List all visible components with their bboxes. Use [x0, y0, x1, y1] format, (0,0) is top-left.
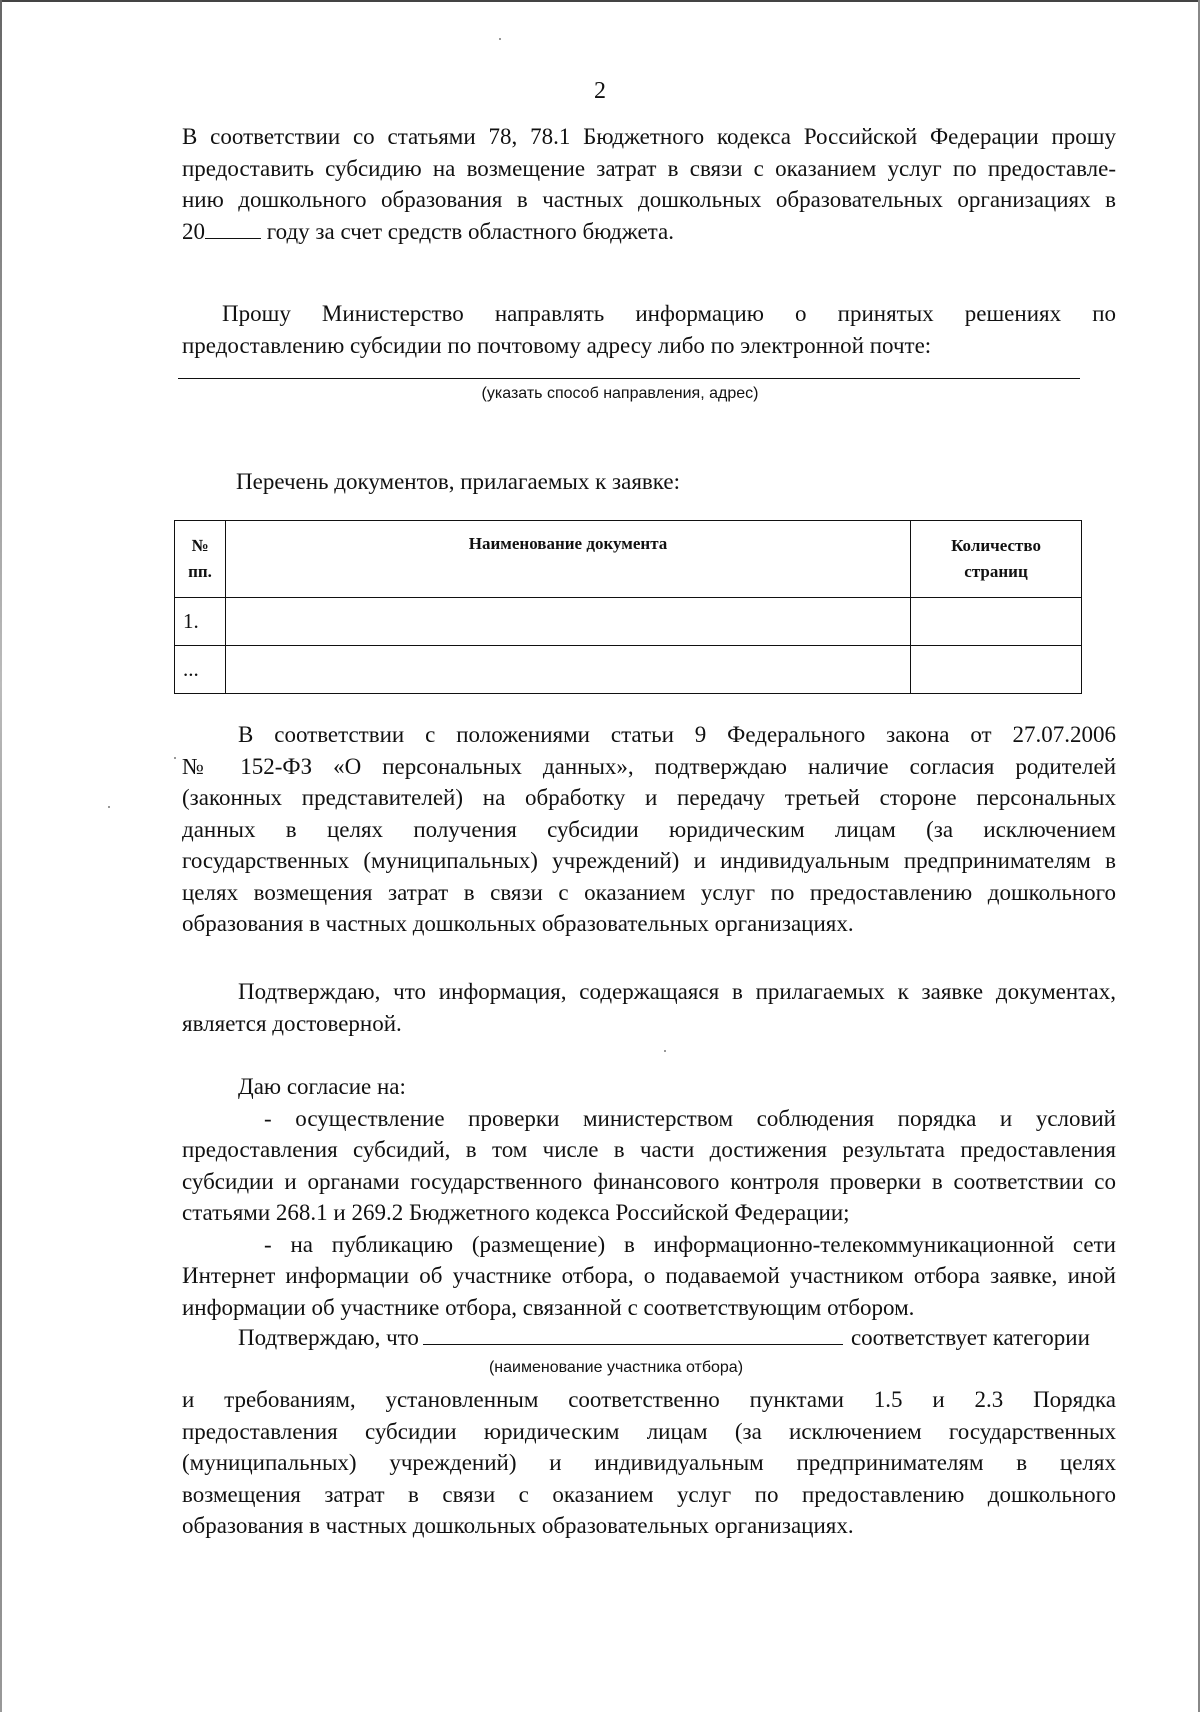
row-pages	[911, 646, 1082, 694]
request-paragraph	[182, 121, 1116, 247]
text-line: Интернет информации об участнике отбора, о подаваемой участником отбора заявке, иной	[182, 1263, 1116, 1288]
text-line: образования в частных дошкольных образовательных организациях.	[182, 911, 854, 936]
confirm-category-line	[182, 1322, 1116, 1354]
row-name	[225, 646, 910, 694]
year-prefix: 20	[182, 218, 205, 244]
text-line: предоставления субсидий, в том числе в части достижения результата предоставления	[182, 1137, 1116, 1162]
scan-speck	[499, 38, 501, 40]
text-line: - на публикацию (размещение) в информационно-телекоммуникационной сети	[264, 1231, 1116, 1257]
docs-heading: Перечень документов, прилагаемых к заявке:	[236, 469, 680, 494]
page-number: 2	[594, 78, 606, 104]
text-line: и требованиям, установленным соответственно пунктами 1.5 и 2.3 Порядка	[182, 1387, 1116, 1412]
address-blank-line	[178, 378, 1080, 379]
text-line: нию дошкольного образования в частных дошкольных образовательных организациях в	[182, 187, 1116, 212]
text-line: статьями 268.1 и 269.2 Бюджетного кодекса Российской Федерации;	[182, 1200, 850, 1225]
scan-speck	[664, 1050, 666, 1052]
table-row	[175, 598, 1082, 646]
row-pages	[911, 598, 1082, 646]
text-line: образования в частных дошкольных образовательных организациях.	[182, 1513, 854, 1538]
confirm-line	[182, 1322, 1116, 1354]
table-row	[175, 646, 1082, 694]
row-num: ...	[175, 646, 226, 694]
confirm-prefix: Подтверждаю, что	[238, 1325, 419, 1350]
scan-speck	[108, 806, 110, 808]
text-line: субсидии и органами государственного финансового контроля проверки в соответствии со	[182, 1168, 1116, 1194]
text-line: данных в целях получения субсидии юридическим лицам (за исключением	[182, 816, 1116, 842]
consent-section	[182, 1071, 1116, 1323]
col-pages-header: Количество страниц	[911, 521, 1082, 598]
participant-blank	[423, 1326, 843, 1345]
text-line: Прошу Министерство направлять информацию о принятых решениях по	[222, 301, 1116, 326]
row-name	[225, 598, 910, 646]
text-line: информации об участнике отбора, связанной с соответствующим отбором.	[182, 1294, 915, 1320]
text-line: № 152-ФЗ «О персональных данных», подтверждаю наличие согласия родителей	[182, 753, 1116, 779]
text-line: предоставлению субсидии по почтовому адресу либо по электронной почте:	[182, 332, 932, 358]
year-line	[182, 216, 1116, 248]
table-header-row	[175, 521, 1082, 598]
text-line: В соответствии со статьями 78, 78.1 Бюджетного кодекса Российской Федерации прошу	[182, 124, 1116, 149]
text-line: возмещения затрат в связи с оказанием услуг по предоставлению дошкольного	[182, 1481, 1116, 1507]
text-line: является достоверной.	[182, 1010, 402, 1036]
confirm-suffix: соответствует категории	[850, 1325, 1090, 1350]
participant-caption: (наименование участника отбора)	[488, 1359, 744, 1376]
consent-heading: Даю согласие на:	[238, 1074, 406, 1099]
personal-data-paragraph	[182, 719, 1116, 940]
year-suffix: году за счет средств областного бюджета.	[261, 218, 674, 244]
scan-edge-left	[0, 0, 2, 1712]
scan-edge-top	[0, 0, 1200, 2]
text-line: (законных представителей) на обработку и передачу третьей стороне персональных	[182, 785, 1116, 810]
reliability-paragraph	[182, 976, 1116, 1039]
text-line: государственных (муниципальных) учреждений) и индивидуальным предпринимателям в	[182, 848, 1116, 873]
text-line: В соответствии с положениями статьи 9 Федерального закона от 27.07.2006	[238, 722, 1116, 747]
text-line: предоставить субсидию на возмещение затрат в связи с оказанием услуг по предоставле-	[182, 155, 1116, 181]
requirements-paragraph	[182, 1384, 1116, 1542]
col-name-header: Наименование документа	[225, 521, 910, 598]
text-line: - осуществление проверки министерством соблюдения порядка и условий	[264, 1105, 1116, 1131]
documents-table	[174, 520, 1082, 694]
text-line: Подтверждаю, что информация, содержащаяся в прилагаемых к заявке документах,	[238, 979, 1116, 1004]
col-num-header: № пп.	[175, 521, 226, 598]
row-num: 1.	[175, 598, 226, 646]
text-line: целях возмещения затрат в связи с оказанием услуг по предоставлению дошкольного	[182, 879, 1116, 905]
scan-speck	[174, 757, 176, 759]
notification-paragraph	[182, 298, 1116, 361]
year-blank	[205, 220, 261, 239]
text-line: (муниципальных) учреждений) и индивидуальным предпринимателям в целях	[182, 1450, 1116, 1475]
text-line: предоставления субсидии юридическим лицам (за исключением государственных	[182, 1418, 1116, 1444]
address-caption: (указать способ направления, адрес)	[481, 385, 759, 402]
